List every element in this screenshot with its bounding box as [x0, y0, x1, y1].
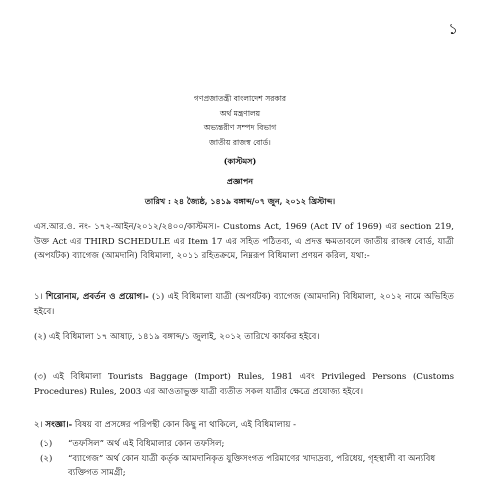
definition-number: (২) [40, 454, 53, 464]
page-number: ১ [448, 20, 458, 38]
header-line-board: জাতীয় রাজস্ব বোর্ড। [209, 137, 271, 147]
notice-title: প্রজ্ঞাপন [226, 176, 254, 186]
rule-1-paragraph [34, 290, 454, 319]
rule-1-number: ১। [34, 292, 43, 302]
government-header [0, 92, 480, 150]
rule-1-clause-2: (২) এই বিধিমালা ১৭ আষাঢ়, ১৪১৯ বঙ্গাব্দ/১ জুলাই, ২০১২ তারিখে কার্যকর হইবে। [34, 332, 320, 342]
header-line-division: অভ্যন্তরীণ সম্পদ বিভাগ [203, 123, 277, 132]
rule-2-text: বিষয় বা প্রসঙ্গের পরিপন্থী কোন কিছু না থাকিলে, এই বিধিমালায় - [74, 420, 297, 430]
rule-1-text: (১) এই বিধিমালা যাত্রী (অপর্যটক) ব্যাগেজ (আমদানি) বিধিমালা, ২০১২ নামে অভিহিত হইবে। [34, 292, 455, 317]
definition-item [40, 437, 460, 451]
rule-2-title: সংজ্ঞা।- [45, 420, 73, 430]
rule-1-clause-3: (৩) এই বিধিমালা Tourists Baggage (Import) Rules, 1981 এবং Privileged Persons (Customs Procedures) Rules, 2003 এর আওতাভুক্ত যাত্রী ব্যতীত সকল যাত্রীর ক্ষেত্রে প্রযোজ্য হইবে। [34, 372, 454, 397]
definition-text: “তফসিল” অর্থ এই বিধিমালার কোন তফসিল; [68, 439, 225, 449]
definition-text: “ব্যাগেজ” অর্থ কোন যাত্রী কর্তৃক আমদানিকৃত যুক্তিসংগত পরিমাণের খাদ্যদ্রব্য, পরিধেয়, গৃহস্থালী বা অন্যবিধ ব্যক্তিগত সামগ্রী; [68, 454, 436, 478]
section-heading: (কাস্টমস) [223, 156, 257, 166]
rule-2-paragraph [34, 418, 454, 433]
header-line-ministry: অর্থ মন্ত্রণালয় [219, 108, 261, 118]
definition-item [40, 452, 460, 480]
definition-number: (১) [40, 439, 53, 449]
header-line-government: গণপ্রজাতন্ত্রী বাংলাদেশ সরকার [193, 94, 287, 103]
intro-paragraph: এস.আর.ও. নং- ১৭২-আইন/২০১২/২৪০০/কাস্টমস।- Customs Act, 1969 (Act IV of 1969) এর section 219, উক্ত Act এর THIRD SCHEDULE এর Item 17 এর সহিত পঠিতব্য, এ প্রদত্ত ক্ষমতাবলে জাতীয় রাজস্ব বোর্ড, যাত্রী (অপর্যটক) ব্যাগেজ (আমদানি) বিধিমালা, ২০১১ রহিতক্রমে, নিম্নরূপ বিধিমালা প্রণয়ন করিল, যথা:- [34, 222, 454, 262]
rule-2-number: ২। [34, 420, 43, 430]
date-line: তারিখ : ২৪ জ্যৈষ্ঠ, ১৪১৯ বঙ্গাব্দ/০৭ জুন, ২০১২ খ্রিস্টাব্দ। [144, 196, 336, 206]
rule-1-title: শিরোনাম, প্রবর্তন ও প্রয়োগ।- [45, 292, 149, 302]
